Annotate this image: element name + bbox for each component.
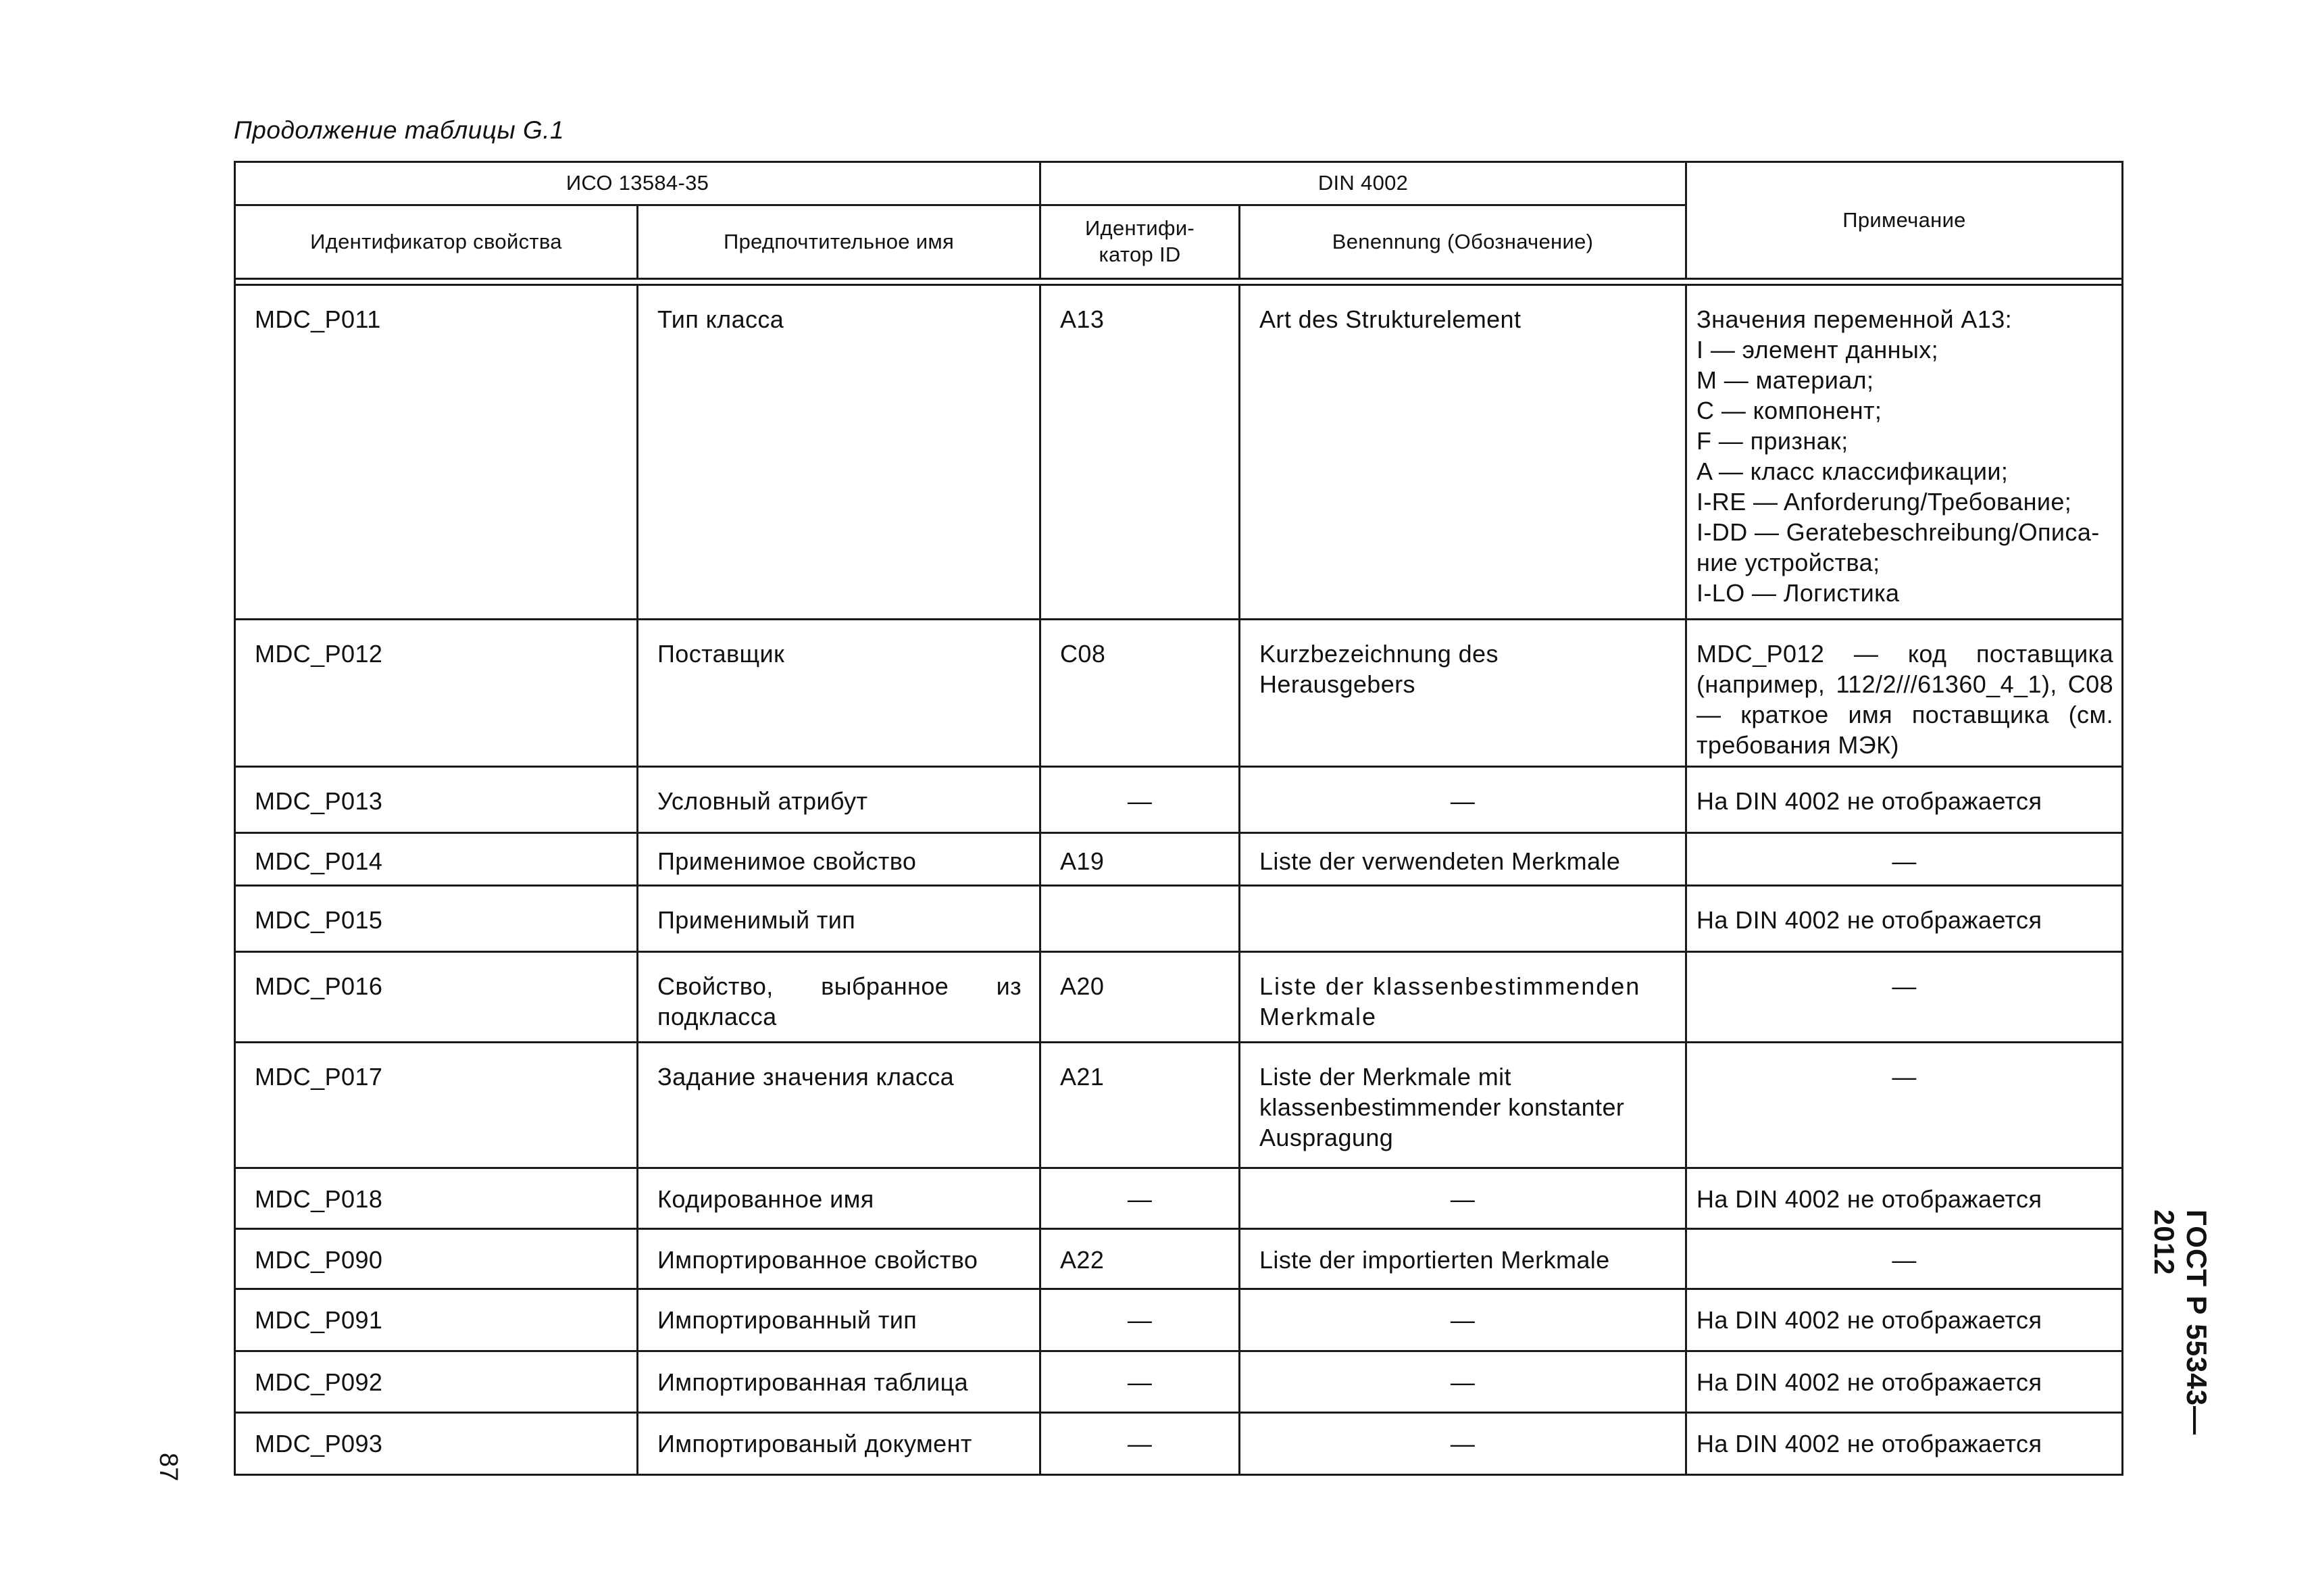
cell-benennung: Art des Strukturelement: [1240, 285, 1686, 620]
header-pref-name: Предпочтительное имя: [638, 205, 1040, 279]
cell-din-id: —: [1040, 1413, 1240, 1475]
table-row: [235, 1351, 2123, 1413]
cell-benennung: —: [1240, 1351, 1686, 1413]
cell-prop-id: MDC_P090: [235, 1229, 638, 1289]
property-mapping-table: [234, 161, 2123, 1476]
cell-note: На DIN 4002 не отображается: [1686, 1413, 2123, 1475]
cell-benennung: Liste der importierten Merkmale: [1240, 1229, 1686, 1289]
cell-din-id: A21: [1040, 1043, 1240, 1168]
table-row: [235, 767, 2123, 833]
cell-din-id: [1040, 886, 1240, 952]
cell-pref-name: Импортированное свойство: [638, 1229, 1040, 1289]
cell-note: —: [1686, 833, 2123, 886]
cell-benennung: —: [1240, 1289, 1686, 1351]
cell-note: На DIN 4002 не отображается: [1686, 1289, 2123, 1351]
cell-note: —: [1686, 952, 2123, 1043]
cell-benennung: [1240, 886, 1686, 952]
cell-note: На DIN 4002 не отображается: [1686, 767, 2123, 833]
note-line: A — класс классификации;: [1696, 457, 2009, 485]
note-line: F — признак;: [1696, 427, 1848, 455]
cell-benennung: —: [1240, 1413, 1686, 1475]
cell-benennung: —: [1240, 1168, 1686, 1229]
header-din: DIN 4002: [1040, 162, 1686, 205]
cell-pref-name: Поставщик: [638, 620, 1040, 767]
cell-prop-id: MDC_P017: [235, 1043, 638, 1168]
table-caption: Продолжение таблицы G.1: [234, 116, 565, 144]
header-benennung: Benennung (Обозначение): [1240, 205, 1686, 279]
cell-prop-id: MDC_P093: [235, 1413, 638, 1475]
note-line: M — материал;: [1696, 366, 1874, 394]
cell-prop-id: MDC_P012: [235, 620, 638, 767]
note-line: I-DD — Geratebeschreibung/Описа-: [1696, 518, 2100, 546]
cell-prop-id: MDC_P015: [235, 886, 638, 952]
cell-pref-name: Импортированый документ: [638, 1413, 1040, 1475]
cell-note: MDC_P012 — код поставщика (например, 112/2///61360_4_1), C08 — краткое имя поставщика (см. требования МЭК): [1686, 620, 2123, 767]
cell-prop-id: MDC_P016: [235, 952, 638, 1043]
table-row: [235, 1043, 2123, 1168]
header-separator: [235, 279, 2123, 285]
cell-note: [1686, 285, 2123, 620]
header-prop-id: Идентификатор свойства: [235, 205, 638, 279]
note-line: C — компонент;: [1696, 397, 1882, 424]
cell-note: На DIN 4002 не отображается: [1686, 886, 2123, 952]
cell-din-id: —: [1040, 1289, 1240, 1351]
cell-note: На DIN 4002 не отображается: [1686, 1351, 2123, 1413]
header-din-id: Идентифи- катор ID: [1040, 205, 1240, 279]
note-line: Значения переменной A13:: [1696, 305, 2013, 333]
cell-pref-name: Условный атрибут: [638, 767, 1040, 833]
cell-pref-name: Применимое свойство: [638, 833, 1040, 886]
cell-pref-name: Применимый тип: [638, 886, 1040, 952]
note-line: I — элемент данных;: [1696, 336, 1939, 364]
cell-benennung: —: [1240, 767, 1686, 833]
document-standard-title: ГОСТ Р 55343—2012: [2148, 1210, 2213, 1436]
header-note: Примечание: [1686, 162, 2123, 279]
table-row: [235, 620, 2123, 767]
note-line: I-RE — Anforderung/Требование;: [1696, 488, 2072, 516]
cell-din-id: A20: [1040, 952, 1240, 1043]
cell-prop-id: MDC_P092: [235, 1351, 638, 1413]
cell-note: На DIN 4002 не отображается: [1686, 1168, 2123, 1229]
table-row: [235, 1289, 2123, 1351]
cell-din-id: A22: [1040, 1229, 1240, 1289]
cell-pref-name: Свойство, выбранное из подкласса: [638, 952, 1040, 1043]
cell-din-id: C08: [1040, 620, 1240, 767]
cell-prop-id: MDC_P091: [235, 1289, 638, 1351]
header-iso: ИСО 13584-35: [235, 162, 1040, 205]
cell-note: —: [1686, 1229, 2123, 1289]
table-row: [235, 886, 2123, 952]
cell-benennung: Liste der verwendeten Merkmale: [1240, 833, 1686, 886]
note-line: I-LO — Логистика: [1696, 579, 1900, 607]
cell-din-id: A19: [1040, 833, 1240, 886]
cell-pref-name: Импортированный тип: [638, 1289, 1040, 1351]
cell-note: —: [1686, 1043, 2123, 1168]
cell-din-id: —: [1040, 1168, 1240, 1229]
cell-benennung: Kurzbezeichnung des Herausgebers: [1240, 620, 1686, 767]
cell-prop-id: MDC_P011: [235, 285, 638, 620]
table-row: [235, 1168, 2123, 1229]
cell-din-id: A13: [1040, 285, 1240, 620]
cell-benennung: Liste der Merkmale mit klassenbestimmender konstanter Auspragung: [1240, 1043, 1686, 1168]
table-row: [235, 952, 2123, 1043]
cell-pref-name: Импортированная таблица: [638, 1351, 1040, 1413]
cell-prop-id: MDC_P018: [235, 1168, 638, 1229]
cell-din-id: —: [1040, 1351, 1240, 1413]
cell-prop-id: MDC_P014: [235, 833, 638, 886]
page-number: 87: [154, 1453, 182, 1482]
table-row: [235, 833, 2123, 886]
cell-prop-id: MDC_P013: [235, 767, 638, 833]
table-row: [235, 1229, 2123, 1289]
note-line: ние устройства;: [1696, 549, 1880, 576]
table-row: [235, 285, 2123, 620]
cell-din-id: —: [1040, 767, 1240, 833]
cell-pref-name: Кодированное имя: [638, 1168, 1040, 1229]
table-row: [235, 1413, 2123, 1475]
cell-benennung: Liste der klassenbestimmenden Merkmale: [1240, 952, 1686, 1043]
cell-pref-name: Задание значения класса: [638, 1043, 1040, 1168]
cell-pref-name: Тип класса: [638, 285, 1040, 620]
